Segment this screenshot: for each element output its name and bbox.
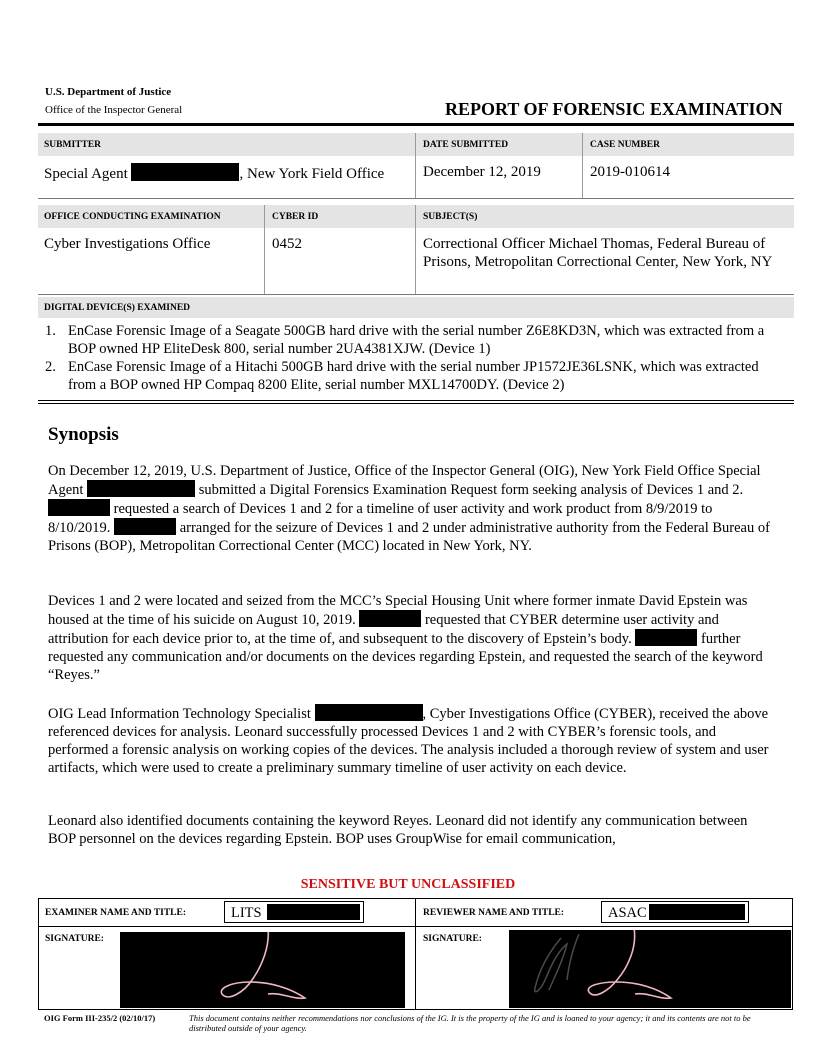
redaction-box: [48, 499, 110, 516]
examiner-label: EXAMINER NAME AND TITLE:: [45, 908, 187, 918]
redaction-box: [649, 904, 745, 920]
synopsis-paragraph: [48, 704, 774, 777]
list-item: [45, 358, 785, 394]
text-segment: requested a search of Devices 1 and 2 for a timeline of user activity and work product from 8/9/2019 to 8/10/2019.: [48, 501, 713, 536]
redaction-box: [359, 610, 421, 627]
text-segment: submitted a Digital Forensics Examination Request form seeking analysis of Devices 1 and 2.: [195, 482, 744, 498]
list-number: 1.: [45, 323, 56, 339]
synopsis-paragraph: [48, 462, 774, 555]
submitter-label: SUBMITTER: [44, 140, 102, 150]
cyber-id-label: CYBER ID: [272, 212, 319, 222]
redaction-box: [267, 904, 360, 920]
signature-label-left: SIGNATURE:: [45, 934, 104, 944]
reviewer-field: [601, 901, 749, 923]
redaction-box: [509, 930, 791, 1008]
text-segment: , Cyber Investigations Office (CYBER), received the above referenced devices for analysis. Leonard successfully processed Devices 1 and 2 with CYBER’s forensic tools, and performed a forensic analysis on working copies of the devices. The analysis included a thorough review of system and user artifacts, which were used to create a preliminary summary timeline of user activity on each device.: [48, 706, 769, 776]
header-rule: [38, 123, 794, 126]
synopsis-paragraph: [48, 592, 774, 684]
redaction-box: [87, 480, 195, 497]
synopsis-heading: Synopsis: [48, 424, 119, 445]
date-submitted-value: December 12, 2019: [423, 164, 541, 180]
signature-divider: [415, 898, 416, 1010]
report-title: REPORT OF FORENSIC EXAMINATION: [445, 99, 783, 119]
office-conducting-label: OFFICE CONDUCTING EXAMINATION: [44, 212, 221, 222]
classification-banner: SENSITIVE BUT UNCLASSIFIED: [300, 877, 516, 892]
device-list: [45, 322, 785, 394]
office-conducting-value: Cyber Investigations Office: [44, 236, 211, 252]
signature-redaction-right: [509, 930, 791, 1008]
column-divider: [415, 133, 416, 198]
text-segment: Devices 1 and 2 were located and seized from the MCC’s Special Housing Unit where former inmate David Epstein was housed at the time of his suicide on August 10, 2019.: [48, 593, 748, 628]
column-divider: [582, 133, 583, 198]
text-segment: arranged for the seizure of Devices 1 and 2 under administrative authority from the Federal Bureau of Prisons (BOP), Metropolitan Correctional Center (MCC) located in New York, NY.: [48, 520, 770, 554]
device-description: EnCase Forensic Image of a Hitachi 500GB hard drive with the serial number JP1572JE36LSNK, which was extracted from a BOP owned HP Compaq 8200 Elite, serial number MXL14700DY. (Device 2): [68, 359, 759, 393]
agency-name: U.S. Department of Justice: [45, 86, 172, 98]
text-segment: On December 12, 2019, U.S. Department of Justice, Office of the Inspector General (OIG), New York Field Office Special Agent: [48, 463, 761, 498]
redaction-box: [315, 704, 423, 721]
form-number: OIG Form III-235/2 (02/10/17): [44, 1013, 156, 1023]
case-number-label: CASE NUMBER: [590, 140, 660, 150]
device-description: EnCase Forensic Image of a Seagate 500GB hard drive with the serial number Z6E8KD3N, which was extracted from a BOP owned HP EliteDesk 800, serial number 2UA4381XJW. (Device 1): [68, 323, 765, 357]
section-rule: [38, 400, 794, 401]
office-name: Office of the Inspector General: [45, 104, 183, 116]
submitter-prefix: Special Agent: [44, 166, 128, 182]
section-rule: [38, 403, 794, 404]
redaction-box: [635, 629, 697, 646]
row-divider: [38, 294, 794, 295]
text-segment: further requested any communication and/or documents on the devices regarding Epstein, and requested the search of the keyword “Reyes.”: [48, 631, 763, 683]
reviewer-title: ASAC: [608, 905, 647, 921]
subjects-label: SUBJECT(S): [423, 212, 478, 222]
footer-disclaimer: This document contains neither recommendations nor conclusions of the IG. It is the property of the IG and is loaned to your agency; it and its contents are not to be distributed outside of your agency.: [189, 1013, 751, 1033]
cyber-id-value: 0452: [272, 236, 302, 252]
subjects-value: Correctional Officer Michael Thomas, Federal Bureau of Prisons, Metropolitan Correctional Center, New York, NY: [423, 236, 773, 270]
list-item: [45, 322, 785, 358]
case-number-value: 2019-010614: [590, 164, 670, 180]
synopsis-paragraph: Leonard also identified documents containing the keyword Reyes. Leonard did not identify any communication between BOP personnel on the devices regarding Epstein. BOP uses GroupWise for email communication,: [48, 813, 748, 847]
text-segment: requested that CYBER determine user activity and attribution for each device prior to, at the time of, and subsequent to the discovery of Epstein’s body.: [48, 612, 719, 647]
column-divider: [264, 205, 265, 294]
date-submitted-label: DATE SUBMITTED: [423, 140, 509, 150]
column-divider: [415, 205, 416, 294]
devices-label: DIGITAL DEVICE(S) EXAMINED: [44, 303, 191, 313]
text-segment: OIG Lead Information Technology Specialist: [48, 706, 315, 722]
row-divider: [38, 198, 794, 199]
submitter-header-band: [38, 133, 794, 156]
redaction-box: [114, 518, 176, 535]
signature-label-right: SIGNATURE:: [423, 934, 482, 944]
reviewer-label: REVIEWER NAME AND TITLE:: [423, 908, 565, 918]
list-number: 2.: [45, 359, 56, 375]
examiner-title: LITS: [231, 905, 262, 921]
redaction-box: [131, 163, 239, 181]
signature-redaction-left: [120, 932, 405, 1008]
submitter-suffix: , New York Field Office: [239, 166, 385, 182]
examiner-field: [224, 901, 364, 923]
redaction-box: [120, 932, 405, 1008]
submitter-value: [44, 163, 384, 183]
